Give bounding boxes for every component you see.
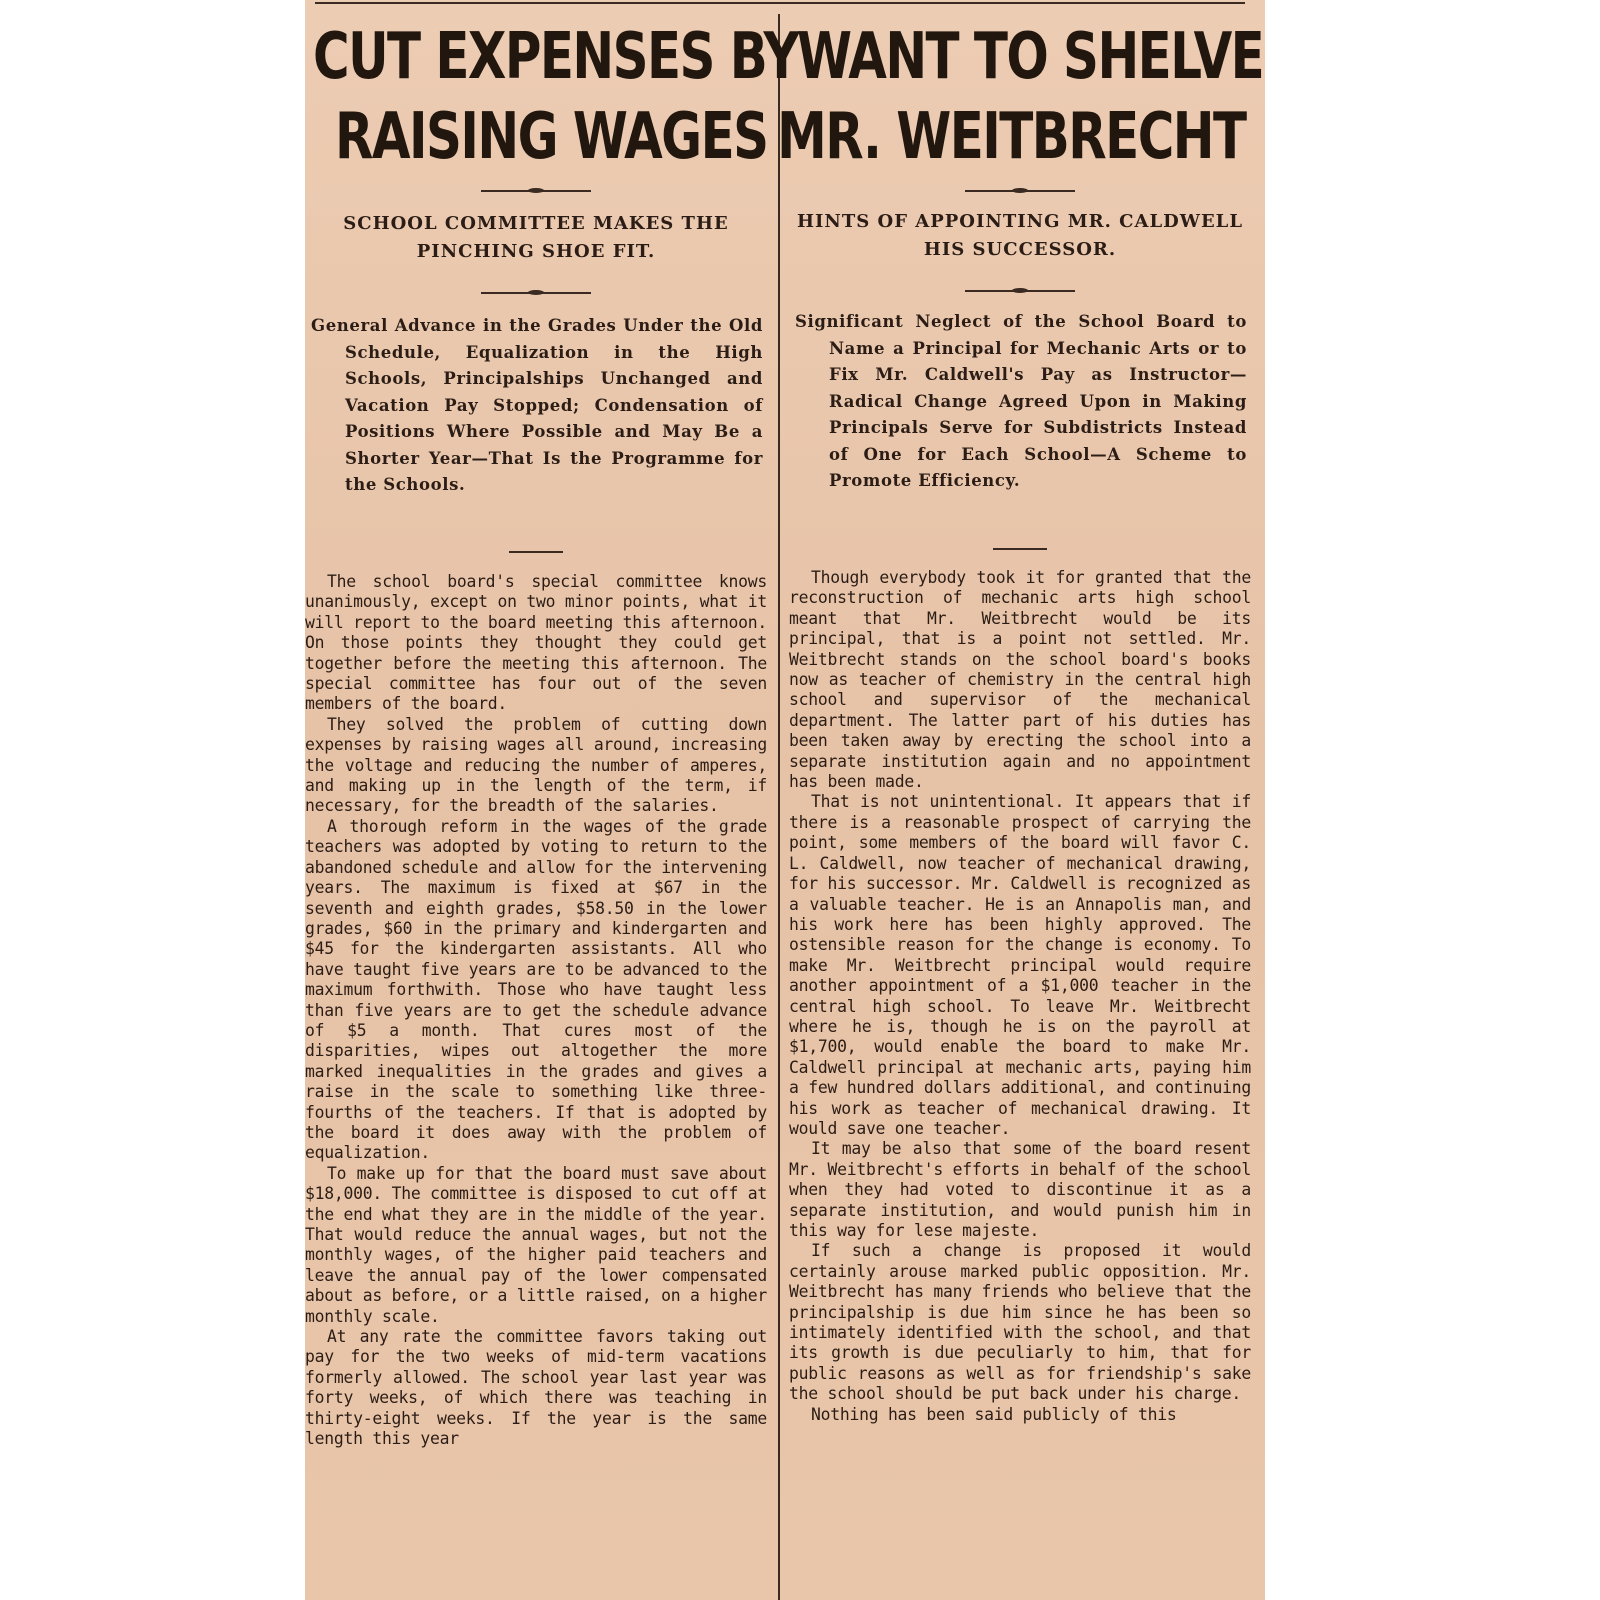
right-paragraph-1: Though everybody took it for granted that the reconstruction of mechanic arts high school meant that Mr. Weitbrecht would be its principal, that is a point not settled. Mr. Weitbrecht stands on the school board's books now as teacher of chemistry in the central high school and supervisor of the mechanical department. The latter part of his duties has been taken away by erecting the school into a separate institution again and no appointment has been made. <box>789 568 1251 792</box>
right-paragraph-3: It may be also that some of the board resent Mr. Weitbrecht's efforts in behalf of the school when they had voted to discontinue it as a separate institution, and would punish him in this way for lese majeste. <box>789 1139 1251 1240</box>
right-article-body <box>789 568 1251 1425</box>
left-deck-divider <box>481 292 591 294</box>
newspaper-clipping <box>305 0 1265 1600</box>
left-article <box>305 0 799 1600</box>
left-headline-line1: CUT EXPENSES BY <box>313 20 799 94</box>
right-paragraph-4: If such a change is proposed it would certainly arouse marked public opposition. Mr. Weitbrecht has many friends who believe that the principalship is due him since he has been so intimately identified with the school, and that its growth is due peculiarly to him, that for public reasons as well as for friendship's sake the school should be put back under his charge. <box>789 1241 1251 1404</box>
right-headline-line1: WANT TO SHELVE <box>797 20 1264 94</box>
left-subdeck: General Advance in the Grades Under the Old Schedule, Equalization in the High Schools, Principalships Unchanged and Vacation Pay Stopped; Condensation of Positions Where Possible and May Be a Shorter Year—That Is the Programme for the Schools. <box>311 316 763 494</box>
left-paragraph-5: At any rate the committee favors taking out pay for the two weeks of mid-term vacations formerly allowed. The school year last year was forty weeks, of which there was teaching in thirty-eight weeks. If the year is the same length this year <box>305 1327 767 1449</box>
left-paragraph-1: The school board's special committee knows unanimously, except on two minor points, what it will report to the board meeting this afternoon. On those points they thought they could get together before the meeting this afternoon. The special committee has four out of the seven members of the board. <box>305 572 767 714</box>
right-headline-line2: MR. WEITBRECHT <box>776 100 1245 174</box>
left-article-body <box>305 572 767 1449</box>
column-rule <box>778 14 780 1600</box>
right-subdeck: Significant Neglect of the School Board to Name a Principal for Mechanic Arts or to Fix Mr. Caldwell's Pay as Instructor—Radical Change Agreed Upon in Making Principals Serve for Subdistricts Instead of One for Each School—A Scheme to Promote Efficiency. <box>795 312 1247 490</box>
left-subdeck-divider <box>509 551 563 553</box>
right-paragraph-5: Nothing has been said publicly of this <box>811 1404 1177 1424</box>
left-headline-line2: RAISING WAGES <box>334 100 767 174</box>
right-headline-divider <box>965 190 1075 192</box>
left-paragraph-4: To make up for that the board must save about $18,000. The committee is disposed to cut off at the end what they are in the middle of the year. That would reduce the annual wages, but not the monthly wages, of the higher paid teachers and leave the annual pay of the lower compensated about as before, or a little raised, on a higher monthly scale. <box>305 1163 767 1326</box>
left-deck: SCHOOL COMMITTEE MAKES THE PINCHING SHOE FIT. <box>343 213 729 262</box>
left-headline-divider <box>481 190 591 192</box>
right-paragraph-2: That is not unintentional. It appears that if there is a reasonable prospect of carrying the point, some members of the board will favor C. L. Caldwell, now teacher of mechanical drawing, for his successor. Mr. Caldwell is recognized as a valuable teacher. He is an Annapolis man, and his work here has been highly approved. The ostensible reason for the change is economy. To make Mr. Weitbrecht principal would require another appointment of a $1,000 teacher in the central high school. To leave Mr. Weitbrecht where he is, though he is on the payroll at $1,700, would enable the board to make Mr. Caldwell principal at mechanic arts, paying him a few hundred dollars additional, and continuing his work as teacher of mechanical drawing. It would save one teacher. <box>789 792 1251 1138</box>
left-paragraph-3: A thorough reform in the wages of the grade teachers was adopted by voting to return to the abandoned schedule and allow for the intervening years. The maximum is fixed at $67 in the seventh and eighth grades, $58.50 in the lower grades, $60 in the primary and kindergarten and $45 for the kindergarten assistants. All who have taught five years are to be advanced to the maximum forthwith. Those who have taught less than five years are to get the schedule advance of $5 a month. That cures most of the disparities, wipes out altogether the more marked inequalities in the grades and gives a raise in the scale to something like three-fourths of the teachers. If that is adopted by the board it does away with the problem of equalization. <box>305 816 767 1163</box>
right-deck-divider <box>965 290 1075 292</box>
right-deck: HINTS OF APPOINTING MR. CALDWELL HIS SUCCESSOR. <box>797 211 1243 260</box>
right-article <box>776 0 1264 1600</box>
left-paragraph-2: They solved the problem of cutting down expenses by raising wages all around, increasing the voltage and reducing the number of amperes, and making up in the length of the term, if necessary, for the breadth of the salaries. <box>305 714 767 816</box>
right-subdeck-divider <box>993 548 1047 550</box>
